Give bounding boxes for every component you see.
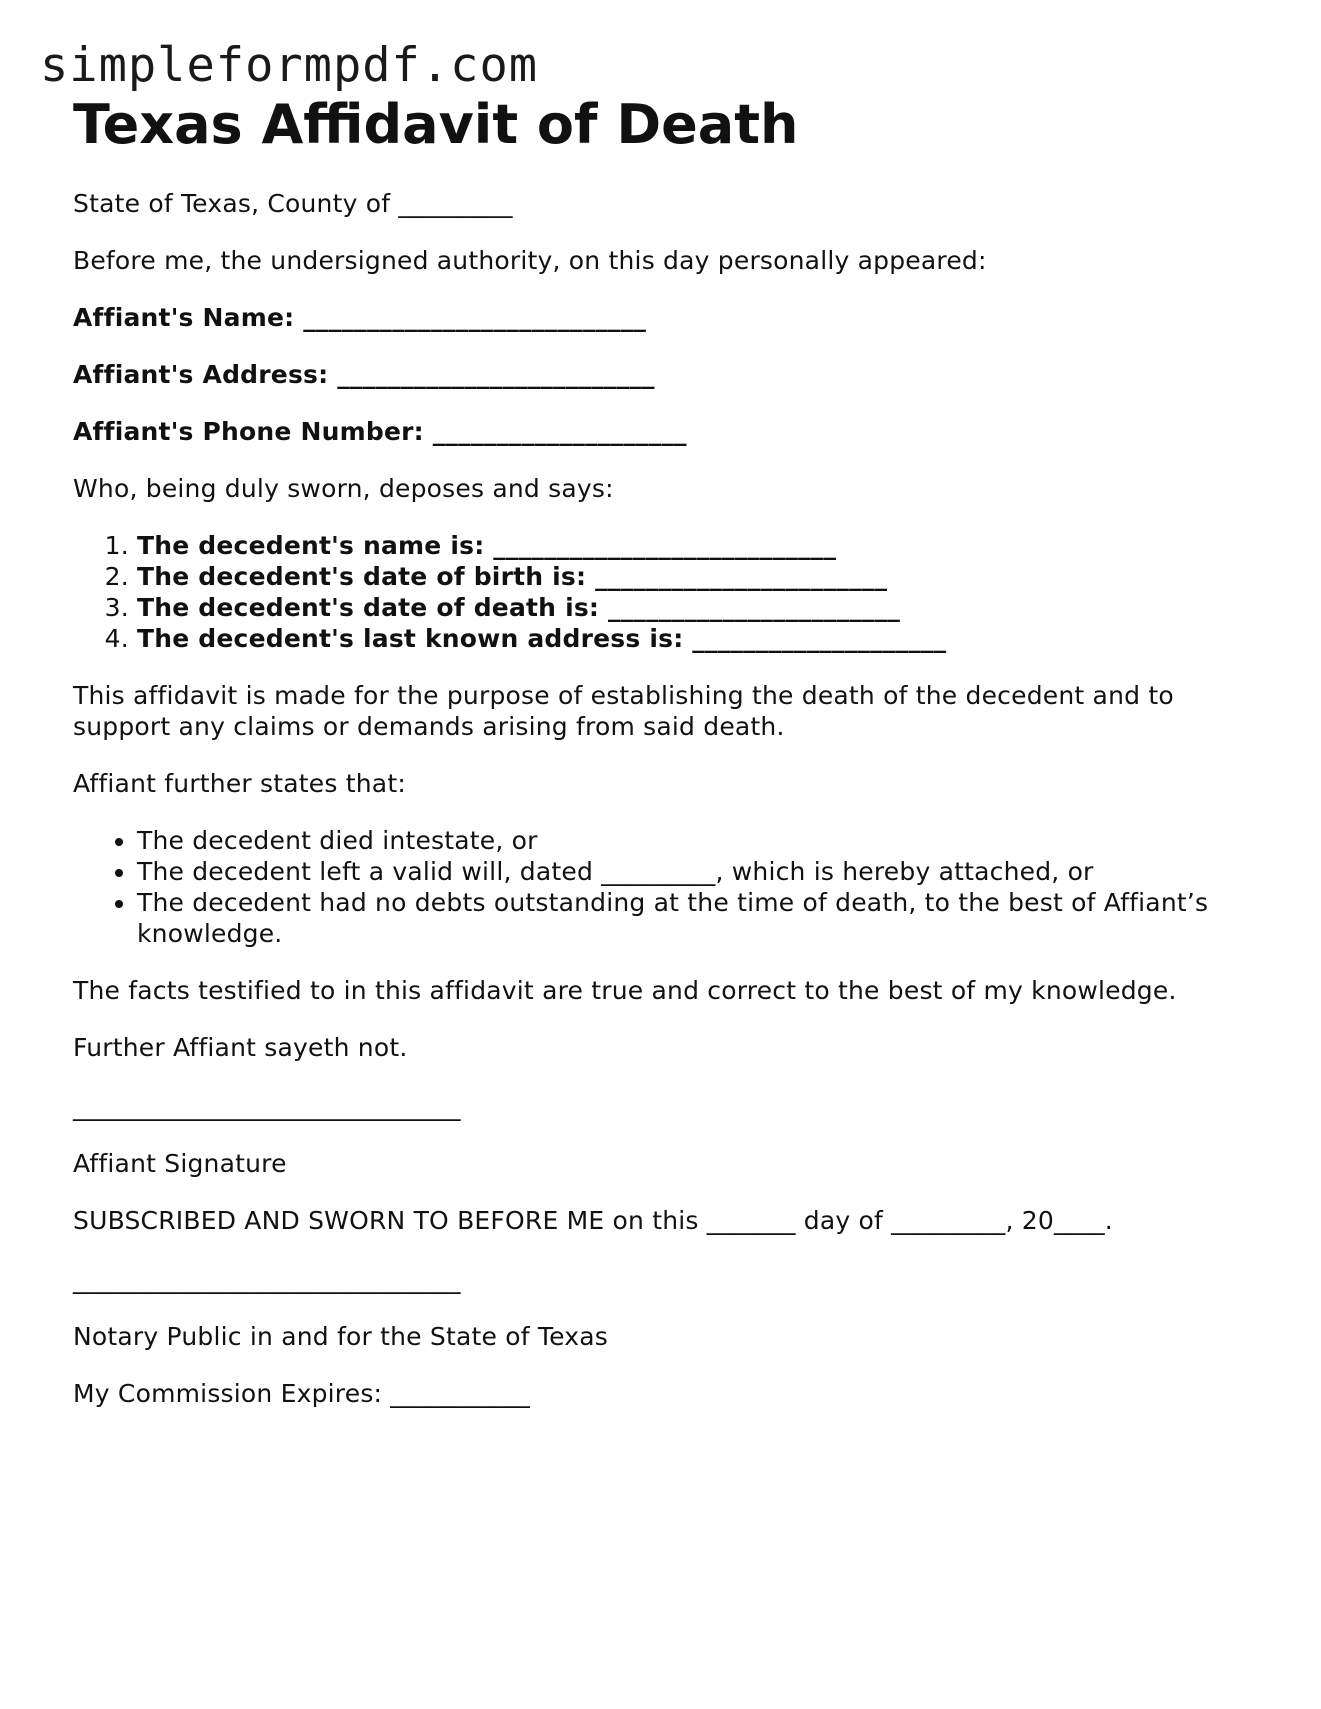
affiant-signature-label: Affiant Signature — [73, 1149, 287, 1178]
decedent-name-item: 1. The decedent's name is: ___________________________ — [137, 530, 1253, 561]
notary-public-label: Notary Public in and for the State of Texas — [73, 1322, 608, 1351]
further-states-heading: Affiant further states that: — [73, 769, 406, 798]
commission-expires-field: My Commission Expires: ___________ — [73, 1379, 531, 1408]
document-title: Texas Affidavit of Death — [73, 93, 799, 156]
purpose-paragraph: This affidavit is made for the purpose of establishing the death of the decedent and to support any claims or demands arising from said death. — [73, 681, 1174, 741]
sworn-statement: Who, being duly sworn, deposes and says: — [73, 474, 614, 503]
valid-will-item: • The decedent left a valid will, dated _________, which is hereby attached, or — [137, 856, 1253, 887]
decedent-birth-date-item: 2. The decedent's date of birth is: _______________________ — [137, 561, 1253, 592]
notary-signature-line: _______________________________ — [73, 1265, 461, 1294]
appeared-statement: Before me, the undersigned authority, on this day personally appeared: — [73, 246, 987, 275]
affiant-name-field: Affiant's Name: ___________________________ — [73, 303, 647, 332]
decedent-death-date-item: 3. The decedent's date of death is: _______________________ — [137, 592, 1253, 623]
document-body — [73, 92, 1253, 1435]
facts-statement: The facts testified to in this affidavit are true and correct to the best of my knowledge. — [73, 976, 1177, 1005]
intestate-item: • The decedent died intestate, or — [137, 825, 1253, 856]
affiant-address-field: Affiant's Address: _________________________ — [73, 360, 655, 389]
decedent-address-item: 4. The decedent's last known address is: ____________________ — [137, 623, 1253, 654]
sayeth-statement: Further Affiant sayeth not. — [73, 1033, 408, 1062]
affiant-phone-field: Affiant's Phone Number: ____________________ — [73, 417, 687, 446]
subscribed-sworn-line: SUBSCRIBED AND SWORN TO BEFORE ME on this _______ day of _________, 20____. — [73, 1206, 1113, 1235]
no-debts-item: • The decedent had no debts outstanding at the time of death, to the best of Affiant’s knowledge. — [137, 887, 1253, 949]
state-county-line: State of Texas, County of _________ — [73, 189, 513, 218]
affiant-signature-line: _______________________________ — [73, 1092, 461, 1121]
affiant-statements-list — [73, 825, 1253, 949]
decedent-details-list — [73, 530, 1253, 654]
watermark: simpleformpdf.com — [40, 38, 539, 93]
